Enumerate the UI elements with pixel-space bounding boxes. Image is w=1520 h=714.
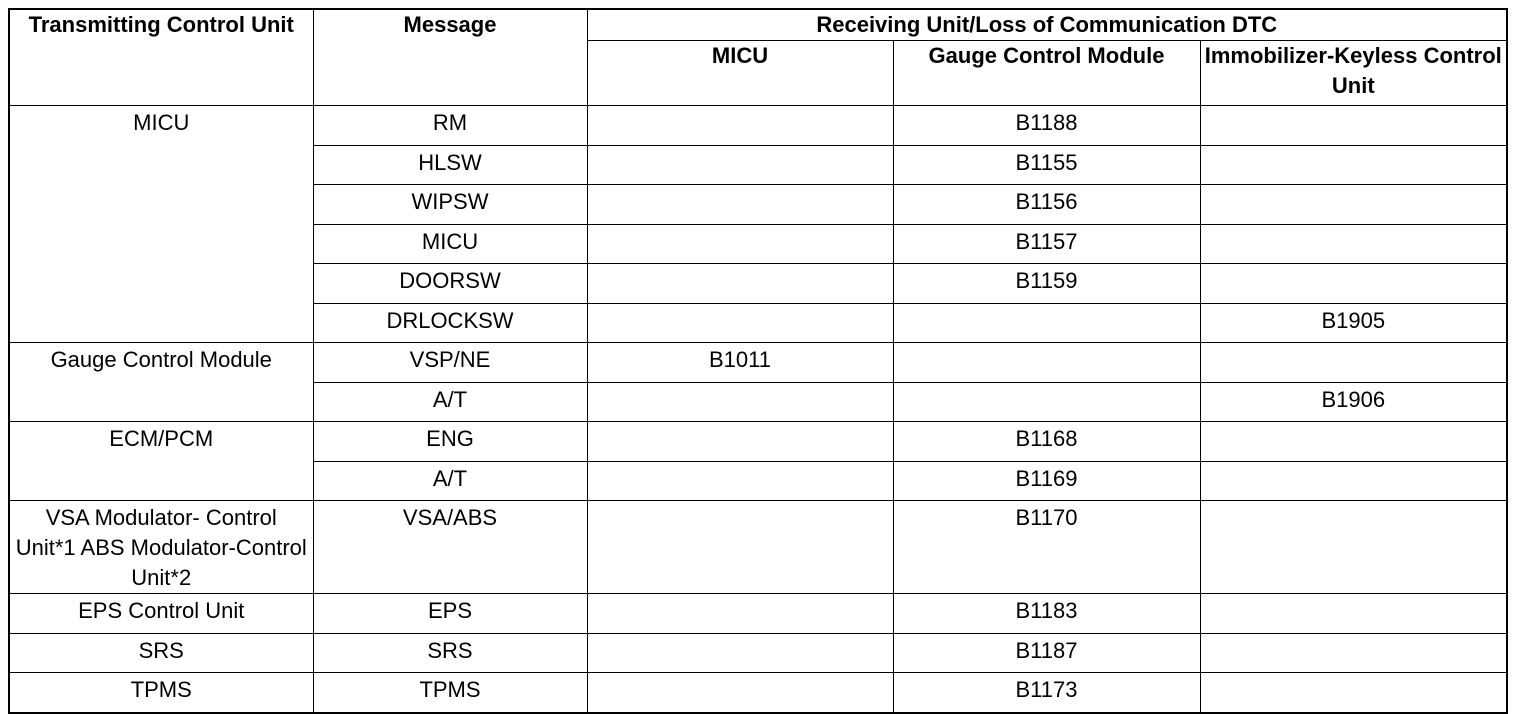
table-row (9, 106, 1507, 146)
transmitting-unit-cell: ECM/PCM (9, 422, 313, 501)
micu-dtc-cell (587, 594, 893, 634)
immobilizer-dtc-cell (1200, 185, 1507, 225)
transmitting-unit-cell: VSA Modulator- Control Unit*1 ABS Modulator-Control Unit*2 (9, 501, 313, 594)
message-cell: VSA/ABS (313, 501, 587, 594)
message-cell: ENG (313, 422, 587, 462)
gauge-dtc-cell (893, 382, 1200, 422)
message-cell: MICU (313, 224, 587, 264)
header-transmitting-control-unit: Transmitting Control Unit (9, 9, 313, 106)
header-receiving-unit-group: Receiving Unit/Loss of Communication DTC (587, 9, 1507, 41)
transmitting-unit-cell: EPS Control Unit (9, 594, 313, 634)
immobilizer-dtc-cell (1200, 106, 1507, 146)
gauge-dtc-cell: B1183 (893, 594, 1200, 634)
gauge-dtc-cell: B1156 (893, 185, 1200, 225)
transmitting-unit-cell: Gauge Control Module (9, 343, 313, 422)
message-cell: A/T (313, 461, 587, 501)
gauge-dtc-cell: B1168 (893, 422, 1200, 462)
message-cell: SRS (313, 633, 587, 673)
table-header (9, 9, 1507, 106)
table-row (9, 594, 1507, 634)
immobilizer-dtc-cell (1200, 633, 1507, 673)
immobilizer-dtc-cell (1200, 224, 1507, 264)
header-micu: MICU (587, 41, 893, 106)
gauge-dtc-cell: B1187 (893, 633, 1200, 673)
immobilizer-dtc-cell (1200, 461, 1507, 501)
micu-dtc-cell (587, 106, 893, 146)
micu-dtc-cell (587, 145, 893, 185)
gauge-dtc-cell: B1169 (893, 461, 1200, 501)
micu-dtc-cell (587, 501, 893, 594)
micu-dtc-cell (587, 461, 893, 501)
table-row (9, 343, 1507, 383)
header-immobilizer-keyless: Immobilizer-Keyless Control Unit (1200, 41, 1507, 106)
message-cell: TPMS (313, 673, 587, 713)
transmitting-unit-cell: MICU (9, 106, 313, 343)
immobilizer-dtc-cell (1200, 422, 1507, 462)
message-cell: WIPSW (313, 185, 587, 225)
micu-dtc-cell: B1011 (587, 343, 893, 383)
table-row (9, 501, 1507, 594)
immobilizer-dtc-cell (1200, 343, 1507, 383)
micu-dtc-cell (587, 224, 893, 264)
gauge-dtc-cell (893, 303, 1200, 343)
header-gauge-control-module: Gauge Control Module (893, 41, 1200, 106)
header-row (9, 9, 1507, 41)
micu-dtc-cell (587, 673, 893, 713)
gauge-dtc-cell: B1155 (893, 145, 1200, 185)
gauge-dtc-cell (893, 343, 1200, 383)
micu-dtc-cell (587, 422, 893, 462)
table-body (9, 106, 1507, 713)
immobilizer-dtc-cell (1200, 145, 1507, 185)
micu-dtc-cell (587, 185, 893, 225)
micu-dtc-cell (587, 633, 893, 673)
transmitting-unit-cell: TPMS (9, 673, 313, 713)
immobilizer-dtc-cell (1200, 594, 1507, 634)
message-cell: EPS (313, 594, 587, 634)
micu-dtc-cell (587, 382, 893, 422)
transmitting-unit-cell: SRS (9, 633, 313, 673)
micu-dtc-cell (587, 264, 893, 304)
gauge-dtc-cell: B1188 (893, 106, 1200, 146)
immobilizer-dtc-cell (1200, 501, 1507, 594)
micu-dtc-cell (587, 303, 893, 343)
message-cell: RM (313, 106, 587, 146)
gauge-dtc-cell: B1173 (893, 673, 1200, 713)
table-row (9, 633, 1507, 673)
table-row (9, 422, 1507, 462)
message-cell: A/T (313, 382, 587, 422)
header-message: Message (313, 9, 587, 106)
message-cell: VSP/NE (313, 343, 587, 383)
dtc-table (8, 8, 1508, 714)
immobilizer-dtc-cell (1200, 264, 1507, 304)
immobilizer-dtc-cell: B1905 (1200, 303, 1507, 343)
table-row (9, 673, 1507, 713)
immobilizer-dtc-cell (1200, 673, 1507, 713)
message-cell: DOORSW (313, 264, 587, 304)
gauge-dtc-cell: B1157 (893, 224, 1200, 264)
message-cell: HLSW (313, 145, 587, 185)
gauge-dtc-cell: B1159 (893, 264, 1200, 304)
immobilizer-dtc-cell: B1906 (1200, 382, 1507, 422)
message-cell: DRLOCKSW (313, 303, 587, 343)
gauge-dtc-cell: B1170 (893, 501, 1200, 594)
